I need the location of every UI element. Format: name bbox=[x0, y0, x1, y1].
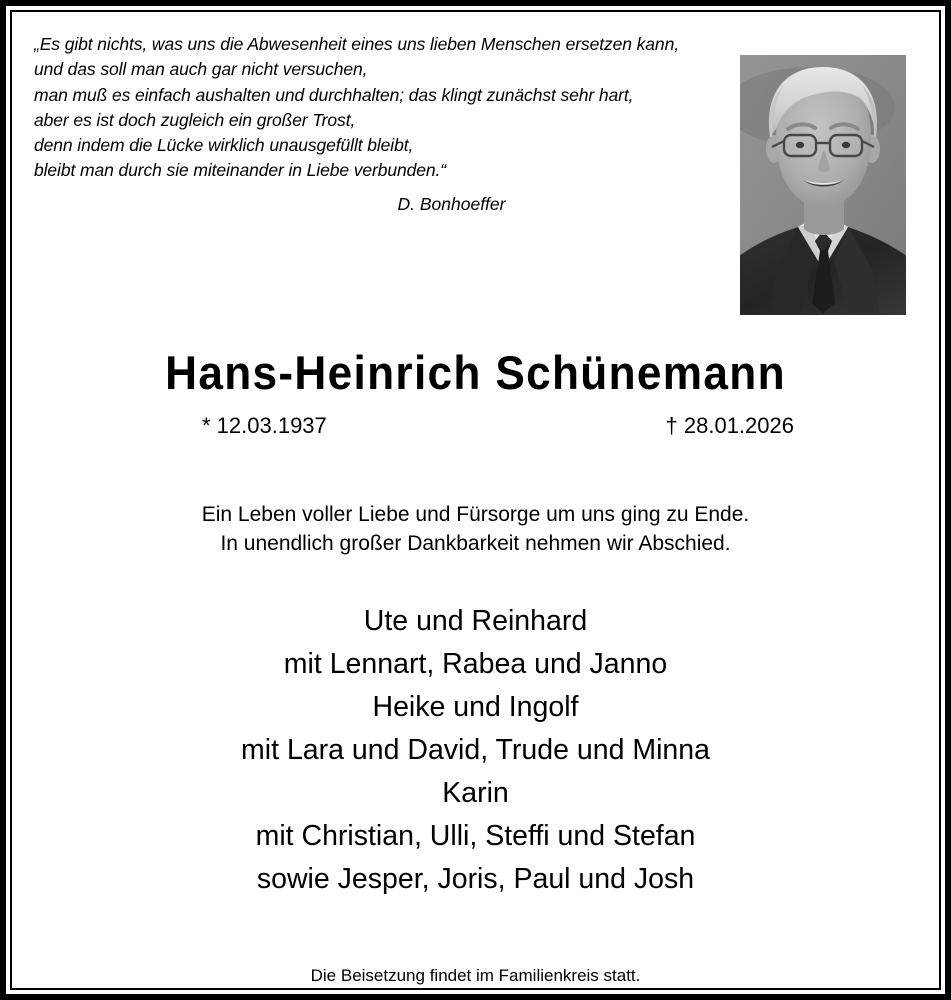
family-line: mit Lennart, Rabea und Janno bbox=[283, 648, 668, 680]
date-of-death: † 28.01.2026 bbox=[665, 413, 794, 438]
portrait-photo bbox=[740, 55, 906, 315]
quote-attribution: D. Bonhoeffer bbox=[397, 194, 506, 214]
quote-line: aber es ist doch zugleich ein großer Trost, bbox=[34, 109, 356, 130]
date-of-birth: * 12.03.1937 bbox=[202, 413, 327, 438]
family-line: Heike und Ingolf bbox=[372, 691, 579, 723]
portrait-illustration bbox=[740, 55, 906, 315]
quote-line: „Es gibt nichts, was uns die Abwesenheit eines uns lieben Menschen ersetzen kann, bbox=[34, 34, 679, 54]
intro-line: In unendlich großer Dankbarkeit nehmen wir Abschied. bbox=[220, 532, 731, 555]
quote-line: denn indem die Lücke wirklich unausgefüllt bleibt, bbox=[34, 135, 414, 156]
notice-content-area bbox=[10, 10, 941, 990]
family-line: Ute und Reinhard bbox=[363, 605, 588, 637]
family-list bbox=[12, 600, 939, 901]
family-line: mit Christian, Ulli, Steffi und Stefan bbox=[255, 820, 696, 852]
deceased-name: Hans-Heinrich Schünemann bbox=[165, 346, 786, 399]
intro-line: Ein Leben voller Liebe und Fürsorge um uns ging zu Ende. bbox=[201, 503, 750, 526]
family-line: Karin bbox=[442, 777, 509, 809]
family-line: mit Lara und David, Trude und Minna bbox=[241, 734, 710, 766]
notice-border-gap bbox=[6, 6, 945, 994]
quote-line: bleibt man durch sie miteinander in Liebe verbunden.“ bbox=[34, 160, 447, 181]
quote-line: und das soll man auch gar nicht versuchen, bbox=[34, 59, 368, 80]
family-line: sowie Jesper, Joris, Paul und Josh bbox=[256, 863, 695, 895]
quotation-block bbox=[34, 32, 724, 184]
funeral-notice: Die Beisetzung findet im Familienkreis statt. bbox=[310, 966, 641, 985]
quote-line: man muß es einfach aushalten und durchhalten; das klingt zunächst sehr hart, bbox=[34, 84, 634, 105]
life-dates bbox=[162, 412, 822, 440]
intro-message bbox=[12, 500, 939, 558]
